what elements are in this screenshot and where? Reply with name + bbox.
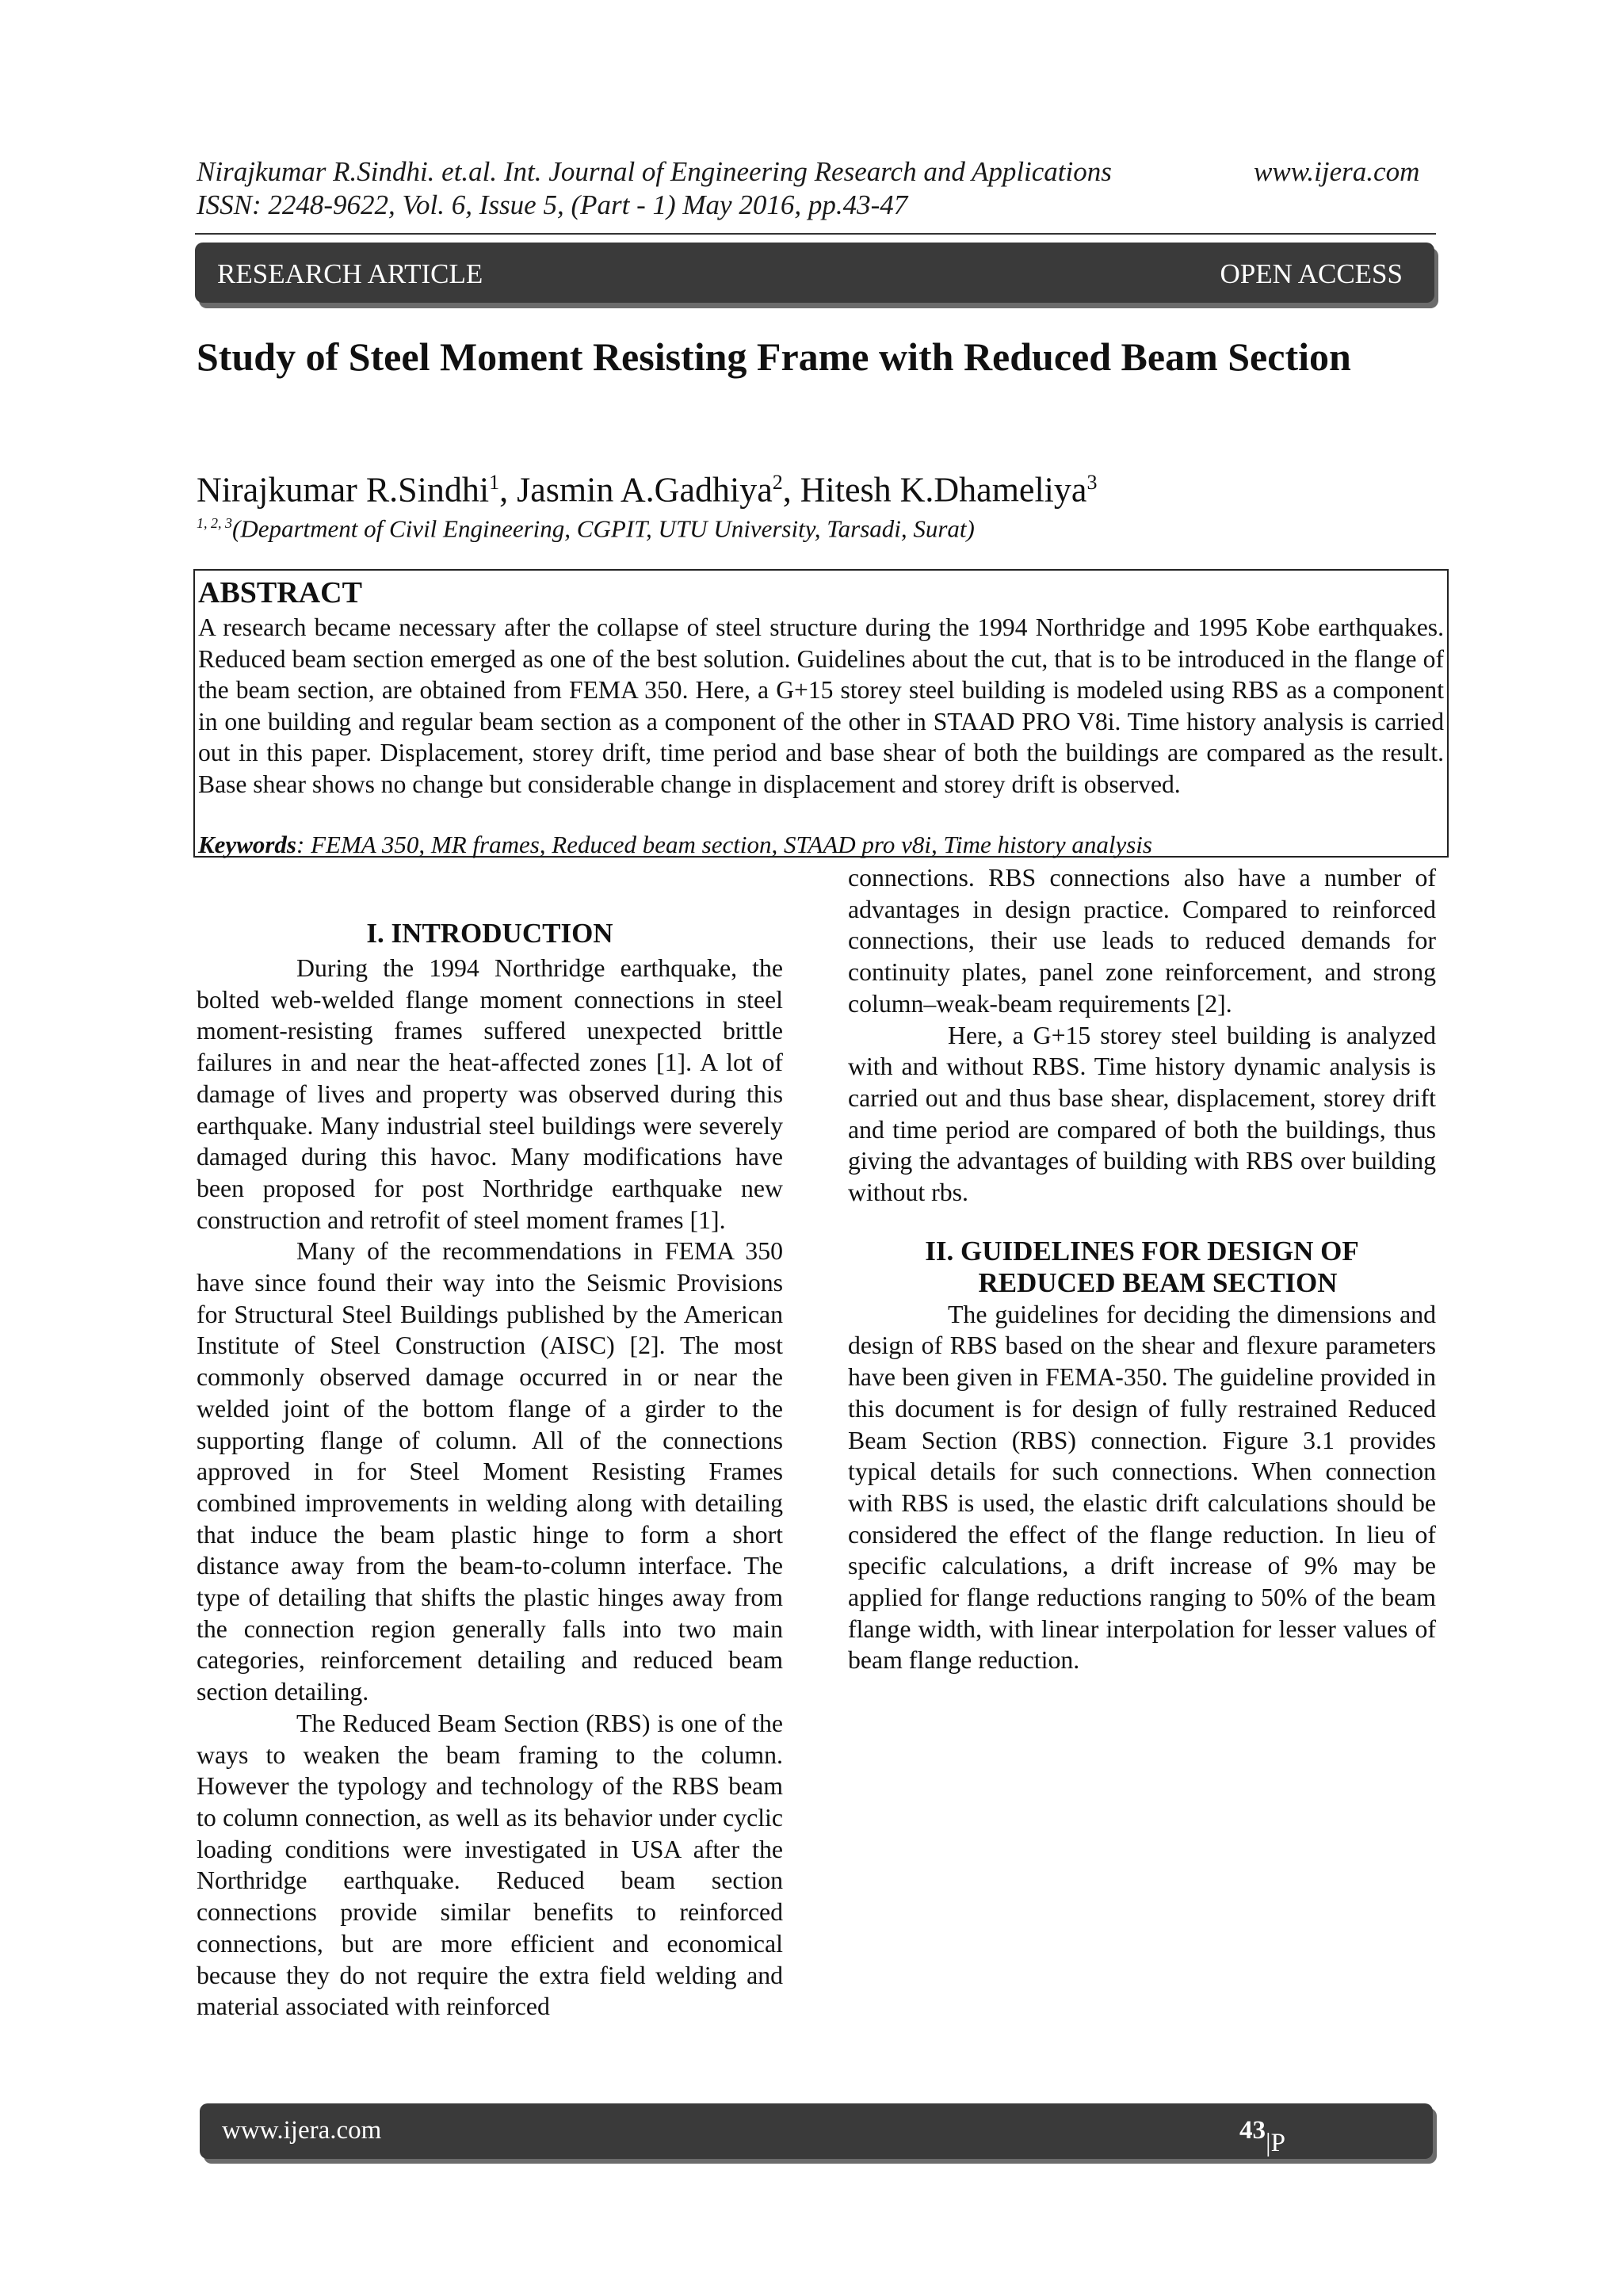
affiliation xyxy=(197,507,975,544)
author-list: Nirajkumar R.Sindhi$^1$, Jasmin A.Gadhiya$^2$, Hitesh K.Dhameliya$^3$ xyxy=(197,470,1098,510)
article-type-banner xyxy=(195,243,1434,303)
page-number: 43 xyxy=(1239,2116,1266,2145)
issue-line: ISSN: 2248-9622, Vol. 6, Issue 5, (Part - 1) May 2016, pp.43-47 xyxy=(197,189,908,220)
page-number-group xyxy=(1239,2116,1285,2245)
abstract-body: A research became necessary after the collapse of steel structure during the 1994 Northridge and 1995 Kobe earthquakes. Reduced beam section emerged as one of the best solution. Guidelines about the cut, that is to be introduced in the flange of the beam section, are obtained from FEMA 350. Here, a G+15 storey steel building is modeled using RBS as a component in one building and regular beam section as a component of the other in STAAD PRO V8i. Time history analysis is carried out in this paper. Displacement, storey drift, time period and base shear of both the buildings are compared as the result. Base shear shows no change but considerable change in displacement and storey drift is observed. xyxy=(198,613,1444,798)
affiliation-sup: 1, 2, 3 xyxy=(197,515,232,531)
intro-paragraph-1: During the 1994 Northridge earthquake, the bolted web-welded flange moment connections in steel moment-resisting frames suffered unexpected brittle failures in and near the heat-affected zones [1]. A lot of damage of lives and property was observed during this earthquake. Many industrial steel buildings were severely damaged during this havoc. Many modifications have been proposed for post Northridge earthquake new construction and retrofit of steel moment frames [1]. xyxy=(197,954,783,1234)
author-sup: 3 xyxy=(1086,471,1098,494)
page-label: |P a g e xyxy=(1266,2129,1285,2245)
author-sup: 2 xyxy=(772,471,783,494)
affiliation-text: (Department of Civil Engineering, CGPIT, UTU University, Tarsadi, Surat) xyxy=(232,514,975,543)
right-column xyxy=(848,862,1436,1676)
abstract-heading: ABSTRACT xyxy=(198,576,362,609)
research-article-label: RESEARCH ARTICLE xyxy=(217,258,483,289)
journal-website[interactable]: www.ijera.com xyxy=(1254,156,1420,187)
right-paragraph-1: connections. RBS connections also have a number of advantages in design practice. Compared to reinforced connections, their use leads to reduced demands for continuity plates, panel zone reinforcement, and strong column–weak-beam requirements [2]. xyxy=(848,864,1436,1018)
journal-header-line: Nirajkumar R.Sindhi. et.al. Int. Journal of Engineering Research and Applications xyxy=(197,156,1112,187)
keywords-text: : FEMA 350, MR frames, Reduced beam section, STAAD pro v8i, Time history analysis xyxy=(296,831,1152,858)
intro-paragraph-2: Many of the recommendations in FEMA 350 have since found their way into the Seismic Provisions for Structural Steel Buildings published by the American Institute of Steel Construction (AISC) [2]. The most commonly observed damage occurred in or near the welded joint of the bottom flange of a girder to the supporting flange of column. All of the connections approved in for Steel Moment Resisting Frames combined improvements in welding along with detailing that induce the beam plastic hinge to form a short distance away from the beam-to-column interface. The type of detailing that shifts the plastic hinges away from the connection region generally falls into two main categories, reinforcement detailing and reduced beam section detailing. xyxy=(197,1237,783,1706)
section-2-heading-line-2: REDUCED BEAM SECTION xyxy=(978,1266,1338,1298)
right-paragraph-2: Here, a G+15 storey steel building is analyzed with and without RBS. Time history dynamic analysis is carried out and thus base shear, displacement, storey drift and time period are compared of both the buildings, thus giving the advantages of building with RBS over building without rbs. xyxy=(848,1021,1436,1207)
open-access-label: OPEN ACCESS xyxy=(1220,258,1403,289)
intro-paragraph-3: The Reduced Beam Section (RBS) is one of the ways to weaken the beam framing to the column. However the typology and technology of the RBS beam to column connection, as well as its behavior under cyclic loading conditions were investigated in USA after the Northridge earthquake. Reduced beam section connections provide similar benefits to reinforced connections, but are more efficient and economical because they do not require the extra field welding and material associated with reinforced xyxy=(197,1709,783,2021)
author-name: Nirajkumar R.Sindhi xyxy=(197,470,490,510)
section-1-heading: I. INTRODUCTION xyxy=(366,918,613,949)
header-rule xyxy=(195,233,1436,235)
author-name: Jasmin A.Gadhiya xyxy=(517,470,773,510)
author-name: Hitesh K.Dhameliya xyxy=(800,470,1087,510)
paper-title: Study of Steel Moment Resisting Frame with Reduced Beam Section xyxy=(197,334,1351,379)
left-column xyxy=(197,918,783,2023)
section-2-heading-line-1: II. GUIDELINES FOR DESIGN OF xyxy=(925,1235,1359,1266)
footer-website[interactable]: www.ijera.com xyxy=(222,2116,382,2145)
guidelines-paragraph: The guidelines for deciding the dimensions and design of RBS based on the shear and flexure parameters have been given in FEMA-350. The guideline provided in this document is for design of fully restrained Reduced Beam Section (RBS) connection. Figure 3.1 provides typical details for such connections. When connection with RBS is used, the elastic drift calculations should be considered the effect of the flange reduction. In lieu of specific calculations, a drift increase of 9% may be applied for flange reductions ranging to 50% of the beam flange width, with linear interpolation for lesser values of beam flange reduction. xyxy=(848,1300,1436,1675)
page-footer xyxy=(200,2103,1433,2245)
keywords-label: Keywords xyxy=(198,831,296,858)
author-sup: 1 xyxy=(489,471,500,494)
keywords xyxy=(198,831,1152,859)
